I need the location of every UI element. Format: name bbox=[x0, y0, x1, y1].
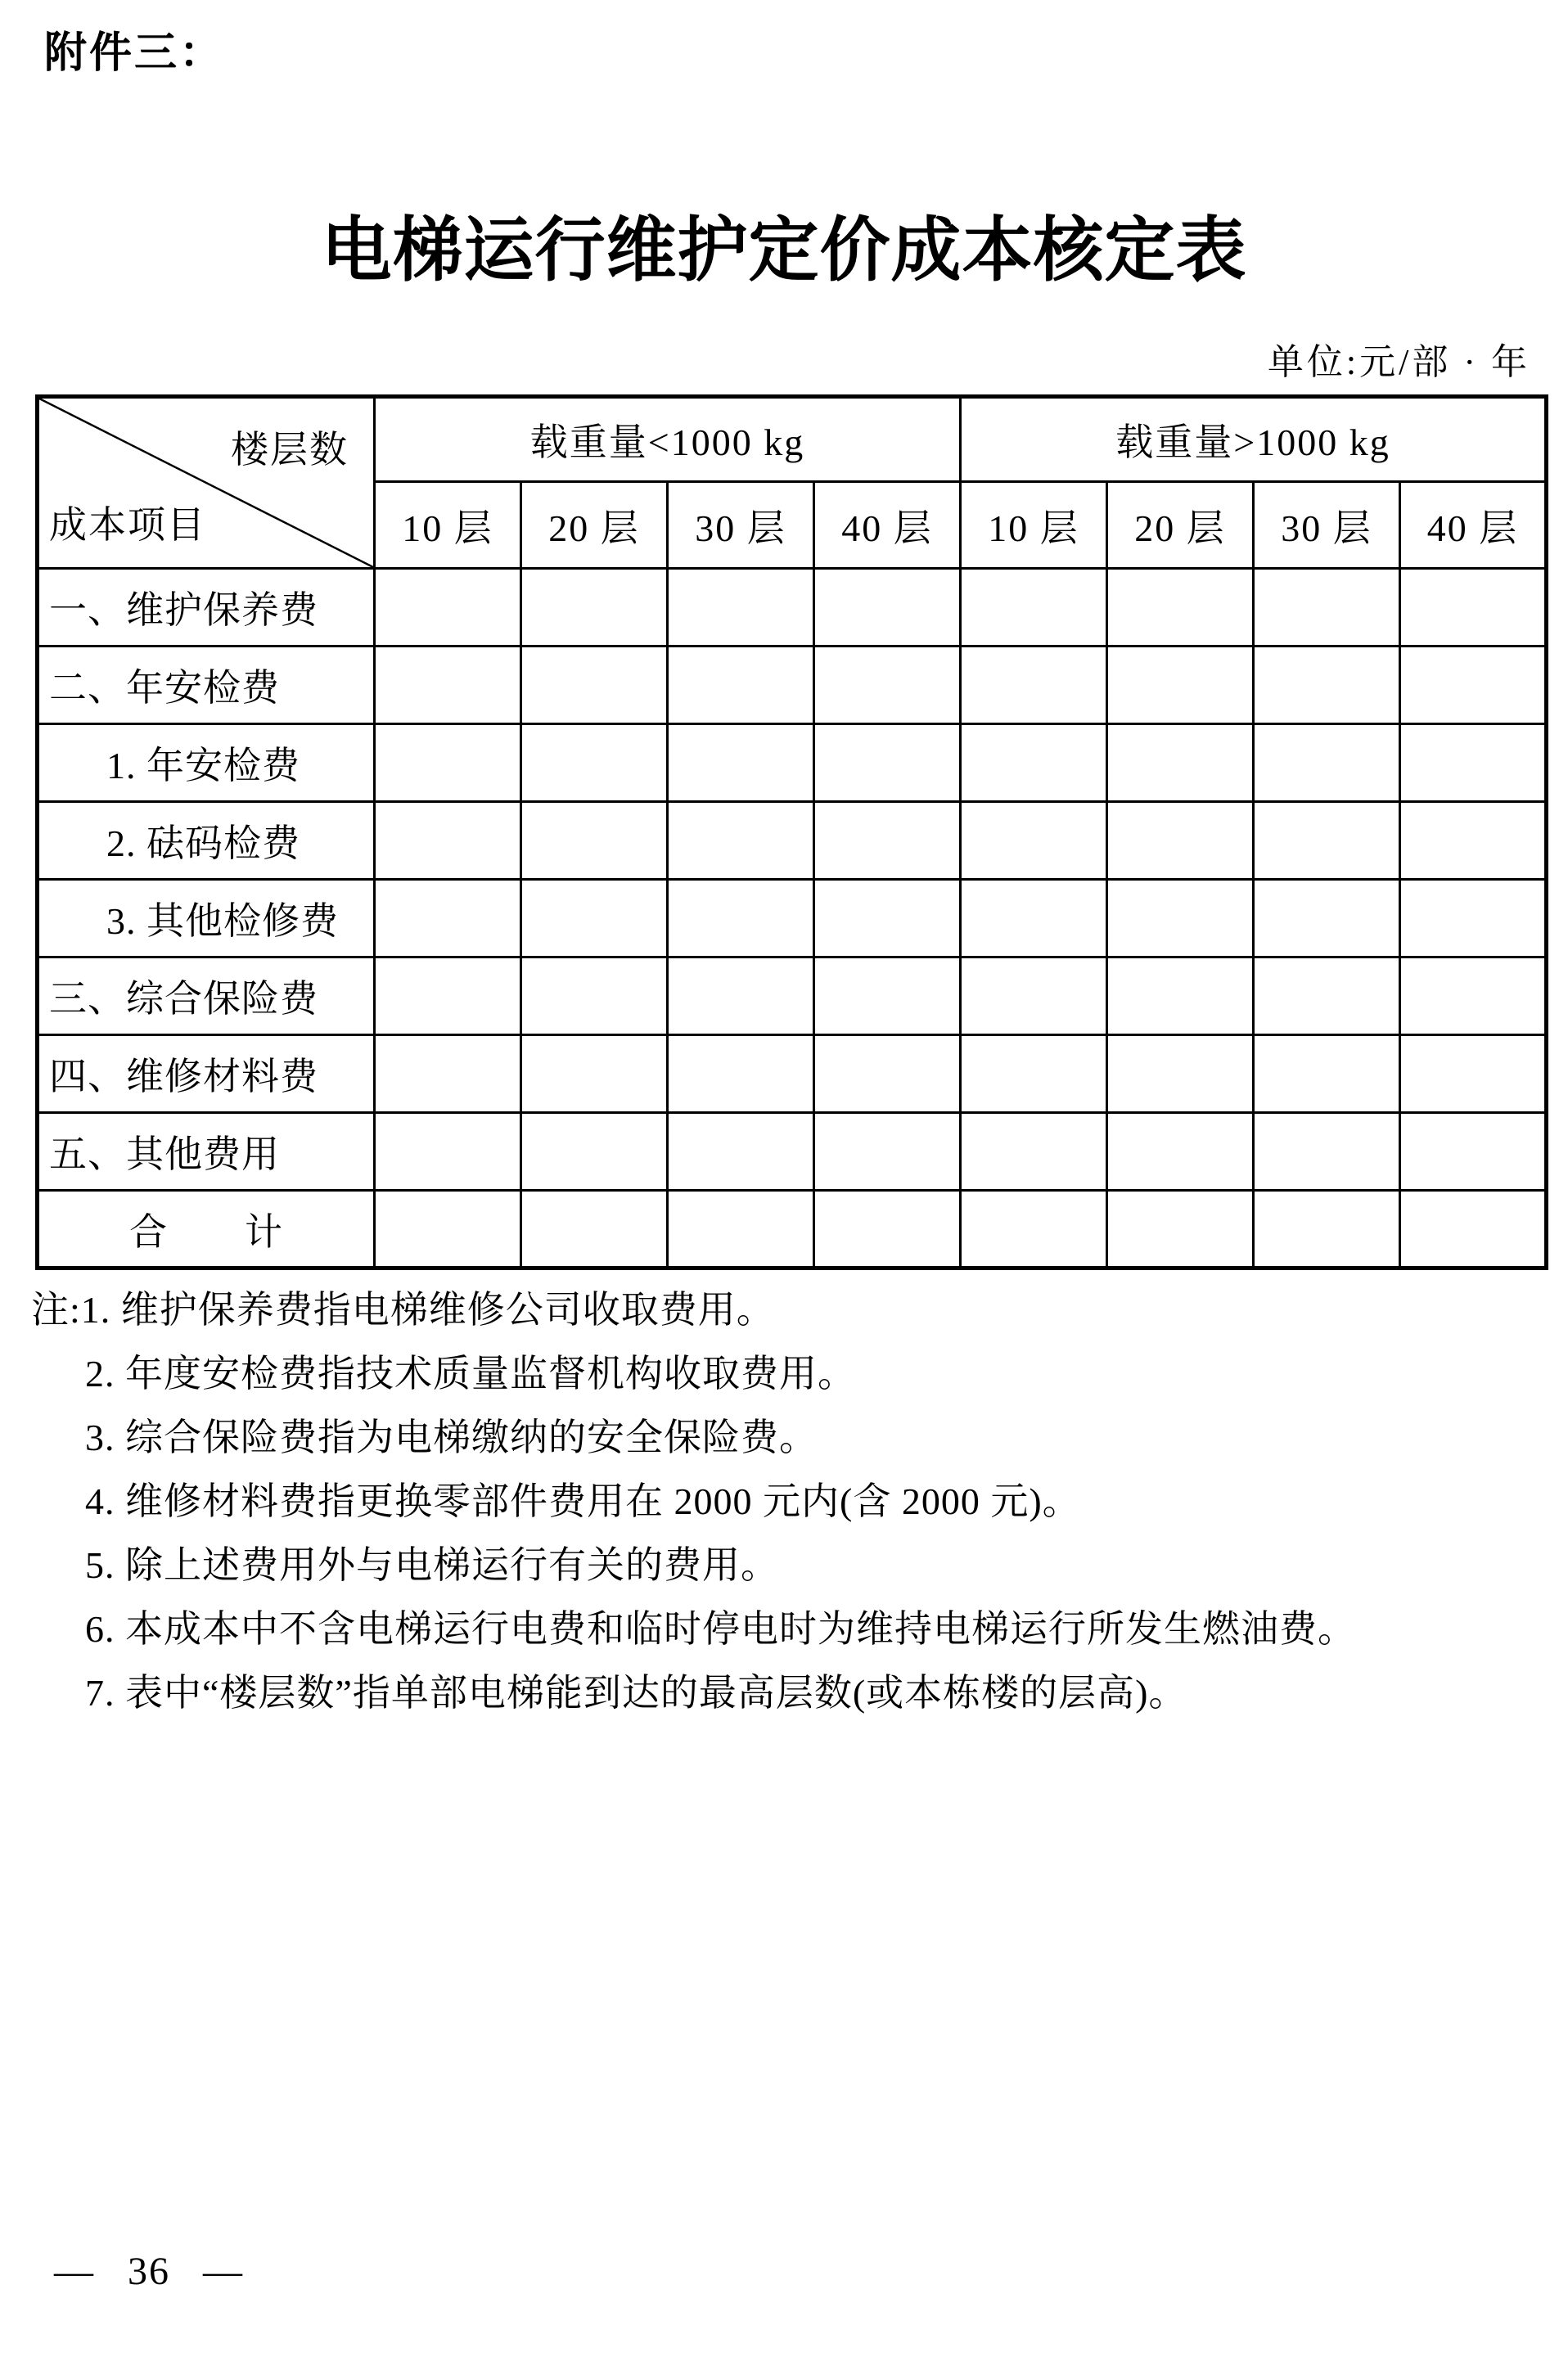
value-cell bbox=[814, 802, 961, 880]
note-line-6: 6. 本成本中不含电梯运行电费和临时停电时为维持电梯运行所发生燃油费。 bbox=[85, 1608, 1356, 1650]
value-cell bbox=[668, 569, 814, 647]
note-line-7: 7. 表中“楼层数”指单部电梯能到达的最高层数(或本栋楼的层高)。 bbox=[85, 1672, 1187, 1714]
page-number: — 36 — bbox=[54, 2250, 244, 2293]
table-row bbox=[38, 1035, 1547, 1113]
value-cell bbox=[1254, 1035, 1400, 1113]
value-cell bbox=[1254, 1113, 1400, 1191]
value-cell bbox=[1254, 1191, 1400, 1268]
value-cell bbox=[1400, 957, 1547, 1035]
value-cell bbox=[814, 880, 961, 957]
value-cell bbox=[521, 1035, 668, 1113]
value-cell bbox=[521, 647, 668, 724]
value-cell bbox=[668, 802, 814, 880]
value-cell bbox=[521, 880, 668, 957]
row-label: 3. 其他检修费 bbox=[38, 880, 375, 957]
value-cell bbox=[375, 802, 521, 880]
floor-header: 40 层 bbox=[814, 482, 961, 569]
value-cell bbox=[961, 1113, 1107, 1191]
table-row bbox=[38, 647, 1547, 724]
value-cell bbox=[814, 724, 961, 802]
value-cell bbox=[814, 569, 961, 647]
corner-bottom-label: 成本项目 bbox=[49, 504, 206, 546]
value-cell bbox=[668, 1113, 814, 1191]
value-cell bbox=[375, 957, 521, 1035]
value-cell bbox=[375, 724, 521, 802]
value-cell bbox=[1400, 1113, 1547, 1191]
value-cell bbox=[668, 880, 814, 957]
value-cell bbox=[668, 647, 814, 724]
floor-header: 10 层 bbox=[961, 482, 1107, 569]
page-title: 电梯运行维护定价成本核定表 bbox=[321, 211, 1247, 290]
value-cell bbox=[375, 1113, 521, 1191]
value-cell bbox=[375, 1035, 521, 1113]
value-cell bbox=[814, 957, 961, 1035]
note-line-5: 5. 除上述费用外与电梯运行有关的费用。 bbox=[85, 1544, 779, 1586]
value-cell bbox=[1107, 1113, 1254, 1191]
value-cell bbox=[1107, 957, 1254, 1035]
table-row bbox=[38, 569, 1547, 647]
note-line-3: 3. 综合保险费指为电梯缴纳的安全保险费。 bbox=[85, 1417, 818, 1458]
col-group-over-1000kg: 载重量>1000 kg bbox=[961, 397, 1547, 482]
value-cell bbox=[668, 957, 814, 1035]
value-cell bbox=[1400, 802, 1547, 880]
value-cell bbox=[1107, 1191, 1254, 1268]
row-label-total: 合 计 bbox=[38, 1191, 375, 1268]
value-cell bbox=[1400, 647, 1547, 724]
row-label: 四、维修材料费 bbox=[38, 1035, 375, 1113]
value-cell bbox=[521, 1113, 668, 1191]
value-cell bbox=[961, 647, 1107, 724]
value-cell bbox=[1107, 647, 1254, 724]
value-cell bbox=[1107, 724, 1254, 802]
value-cell bbox=[521, 1191, 668, 1268]
value-cell bbox=[375, 569, 521, 647]
value-cell bbox=[814, 1035, 961, 1113]
row-label: 一、维护保养费 bbox=[38, 569, 375, 647]
value-cell bbox=[375, 647, 521, 724]
value-cell bbox=[668, 1035, 814, 1113]
value-cell bbox=[814, 647, 961, 724]
value-cell bbox=[1254, 802, 1400, 880]
row-label: 五、其他费用 bbox=[38, 1113, 375, 1191]
floor-header: 40 层 bbox=[1400, 482, 1547, 569]
table-row-total bbox=[38, 1191, 1547, 1268]
value-cell bbox=[521, 802, 668, 880]
row-label: 1. 年安检费 bbox=[38, 724, 375, 802]
value-cell bbox=[1400, 1191, 1547, 1268]
header-row-groups bbox=[38, 397, 1547, 482]
col-group-under-1000kg: 载重量<1000 kg bbox=[375, 397, 961, 482]
value-cell bbox=[1400, 880, 1547, 957]
value-cell bbox=[961, 724, 1107, 802]
corner-cell bbox=[38, 397, 375, 569]
value-cell bbox=[668, 724, 814, 802]
unit-note: 单位:元/部 · 年 bbox=[1267, 342, 1530, 382]
value-cell bbox=[521, 957, 668, 1035]
table-row bbox=[38, 802, 1547, 880]
value-cell bbox=[521, 724, 668, 802]
value-cell bbox=[375, 1191, 521, 1268]
note-line-4: 4. 维修材料费指更换零部件费用在 2000 元内(含 2000 元)。 bbox=[85, 1480, 1081, 1522]
row-label: 2. 砝码检费 bbox=[38, 802, 375, 880]
value-cell bbox=[961, 1191, 1107, 1268]
value-cell bbox=[1400, 1035, 1547, 1113]
row-label: 三、综合保险费 bbox=[38, 957, 375, 1035]
value-cell bbox=[668, 1191, 814, 1268]
table-row bbox=[38, 957, 1547, 1035]
value-cell bbox=[814, 1191, 961, 1268]
cost-table bbox=[35, 394, 1548, 1270]
value-cell bbox=[961, 880, 1107, 957]
value-cell bbox=[814, 1113, 961, 1191]
note-line-1 bbox=[31, 1278, 1545, 1342]
row-label: 二、年安检费 bbox=[38, 647, 375, 724]
attachment-label: 附件三： bbox=[44, 29, 225, 77]
value-cell bbox=[1254, 569, 1400, 647]
value-cell bbox=[375, 880, 521, 957]
table-row bbox=[38, 1113, 1547, 1191]
value-cell bbox=[1107, 802, 1254, 880]
value-cell bbox=[961, 569, 1107, 647]
value-cell bbox=[961, 957, 1107, 1035]
floor-header: 10 层 bbox=[375, 482, 521, 569]
table-row bbox=[38, 880, 1547, 957]
floor-header: 30 层 bbox=[1254, 482, 1400, 569]
value-cell bbox=[1254, 957, 1400, 1035]
value-cell bbox=[1107, 1035, 1254, 1113]
notes-prefix: 注: bbox=[31, 1289, 81, 1331]
value-cell bbox=[521, 569, 668, 647]
floor-header: 20 层 bbox=[521, 482, 668, 569]
value-cell bbox=[1107, 569, 1254, 647]
corner-top-label: 楼层数 bbox=[231, 429, 349, 471]
note-text: 1. 维护保养费指电梯维修公司收取费用。 bbox=[80, 1289, 775, 1331]
floor-header: 30 层 bbox=[668, 482, 814, 569]
value-cell bbox=[1254, 880, 1400, 957]
table-row bbox=[38, 724, 1547, 802]
value-cell bbox=[1254, 647, 1400, 724]
value-cell bbox=[1254, 724, 1400, 802]
value-cell bbox=[961, 1035, 1107, 1113]
value-cell bbox=[1107, 880, 1254, 957]
value-cell bbox=[1400, 569, 1547, 647]
notes-block bbox=[31, 1278, 1545, 1725]
value-cell bbox=[961, 802, 1107, 880]
floor-header: 20 层 bbox=[1107, 482, 1254, 569]
value-cell bbox=[1400, 724, 1547, 802]
note-line-2: 2. 年度安检费指技术质量监督机构收取费用。 bbox=[85, 1353, 856, 1395]
